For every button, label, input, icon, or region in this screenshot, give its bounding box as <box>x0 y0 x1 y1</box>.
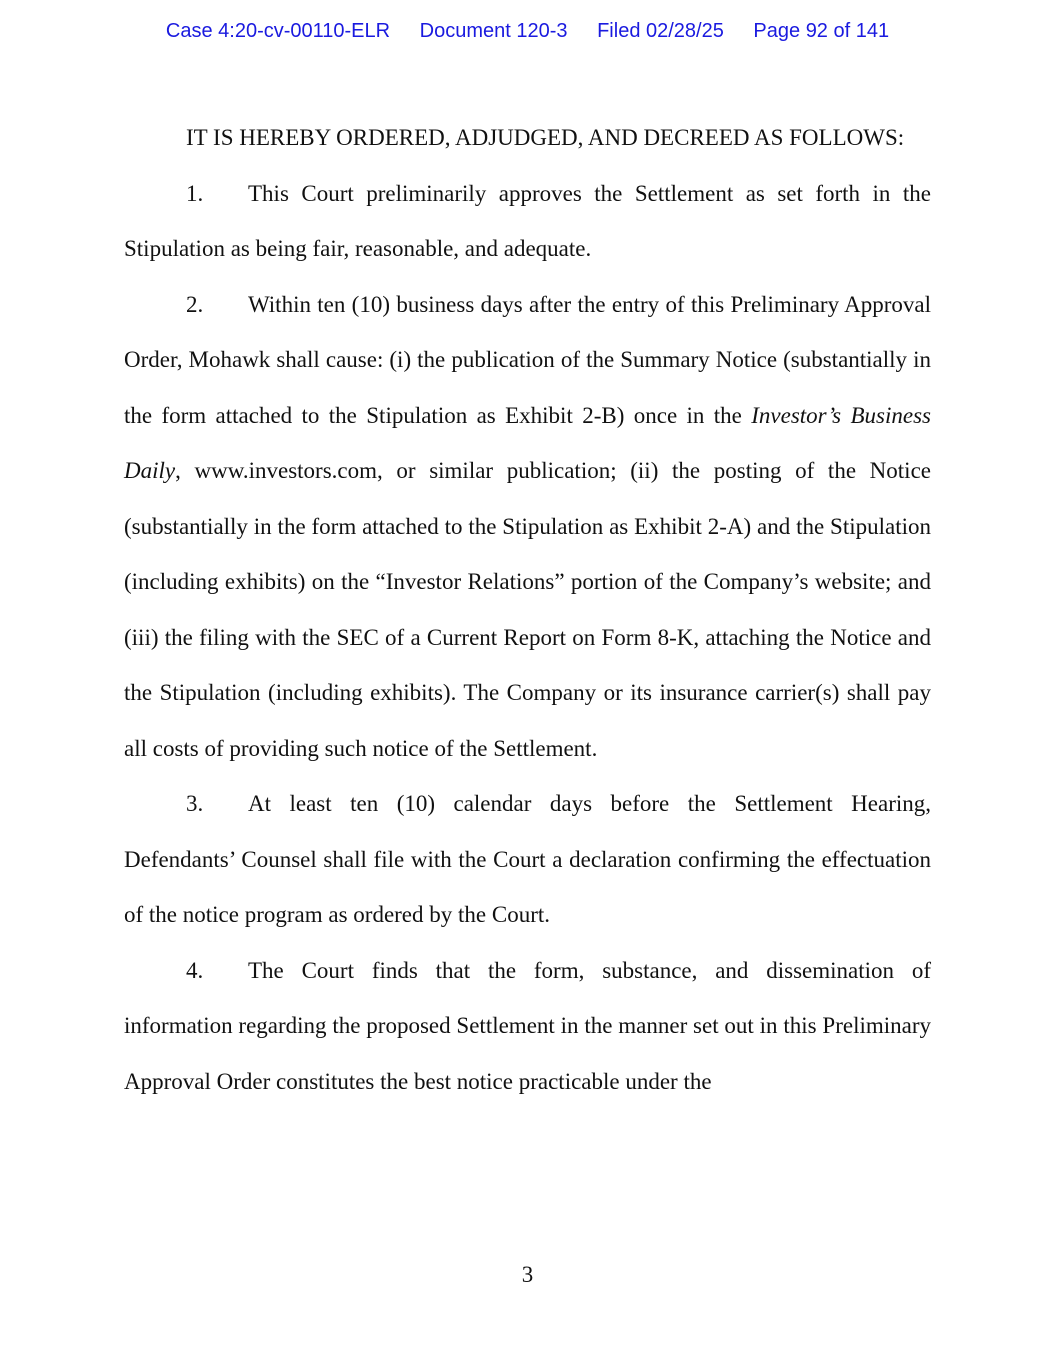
page-number: 3 <box>521 1262 534 1287</box>
paragraph-text: The Court finds that the form, substance, and dissemination of information regarding the proposed Settlement in the manner set out in this Preliminary Approval Order constitutes the best notice practicable under the <box>124 957 931 1094</box>
document-number: Document 120-3 <box>419 20 568 42</box>
intro-paragraph: IT IS HEREBY ORDERED, ADJUDGED, AND DECREED AS FOLLOWS: <box>186 125 905 150</box>
paragraph-number: 1. <box>186 180 204 206</box>
paragraph-text: Within ten (10) business days after the entry of this Preliminary Approval Order, Mohawk shall cause: (i) the publication of the Summary Notice (substantially in the form attached to the Stipulation as Exhibit 2-B) once in the <box>124 291 931 428</box>
page-of-total: Page 92 of 141 <box>753 20 890 42</box>
case-header <box>0 20 1055 43</box>
paragraph-number: 2. <box>186 291 204 317</box>
paragraph-4 <box>124 943 931 1110</box>
paragraph-3 <box>124 776 931 943</box>
paragraph-2 <box>124 277 931 777</box>
publication-title: Investor’s Business Daily <box>124 402 931 483</box>
paragraph-text: This Court preliminarily approves the Settlement as set forth in the Stipulation as being fair, reasonable, and adequate. <box>124 180 931 261</box>
paragraph-text-continued: , www.investors.com, or similar publication; (ii) the posting of the Notice (substantially in the form attached to the Stipulation as Exhibit 2-A) and the Stipulation (including exhibits) on the “Investor Relations” portion of the Company’s website; and (iii) the filing with the SEC of a Current Report on Form 8-K, attaching the Notice and the Stipulation (including exhibits). The Company or its insurance carrier(s) shall pay all costs of providing such notice of the Settlement. <box>124 458 931 761</box>
filed-date: Filed 02/28/25 <box>597 20 724 42</box>
paragraph-text: At least ten (10) calendar days before the Settlement Hearing, Defendants’ Counsel shall file with the Court a declaration confirming the effectuation of the notice program as ordered by the Court. <box>124 791 931 927</box>
case-number: Case 4:20-cv-00110-ELR <box>165 20 391 42</box>
paragraph-number: 3. <box>186 791 204 816</box>
paragraph-1 <box>124 166 931 277</box>
paragraph-number: 4. <box>186 957 204 983</box>
order-body <box>124 110 931 1109</box>
